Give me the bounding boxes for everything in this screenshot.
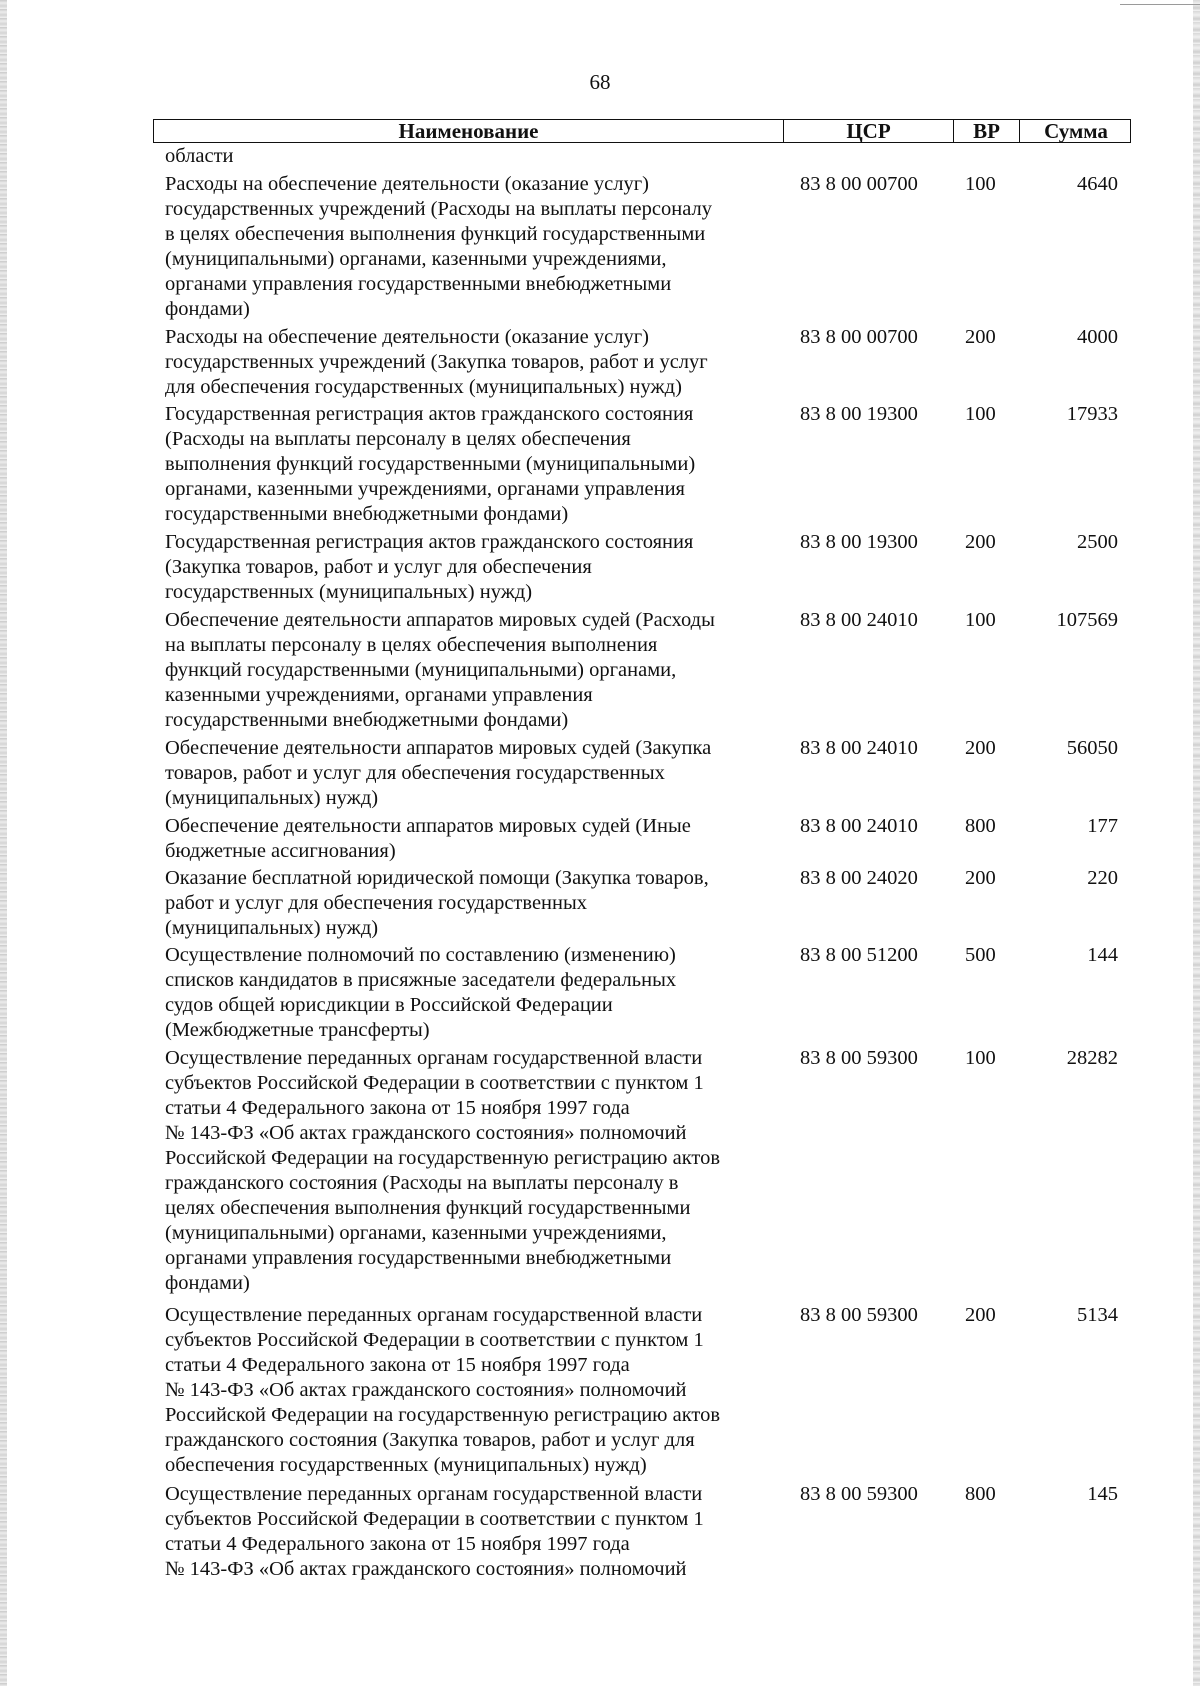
row-sum: 17933 (1066, 403, 1118, 425)
row-name-line: Расходы на обеспечение деятельности (оказание услуг) (165, 326, 649, 348)
row-name-line: функций государственными (муниципальными) органами, (165, 659, 677, 681)
table-header (153, 119, 1131, 143)
header-name: Наименование (398, 118, 539, 143)
row-name-line: Российской Федерации на государственную регистрацию актов (165, 1147, 721, 1169)
row-vr: 100 (965, 173, 996, 195)
row-csr: 83 8 00 00700 (800, 326, 918, 348)
row-name-line: статьи 4 Федерального закона от 15 ноября 1997 года (165, 1097, 630, 1119)
row-name-line: (муниципальными) органами, казенными учреждениями, (165, 1222, 667, 1244)
row-sum: 2500 (1077, 531, 1118, 553)
row-sum: 4000 (1077, 326, 1118, 348)
header-sum: Сумма (1019, 120, 1132, 142)
row-name-line: бюджетные ассигнования) (165, 840, 396, 862)
row-name-line: субъектов Российской Федерации в соответствии с пунктом 1 (165, 1508, 704, 1530)
row-name (165, 814, 775, 864)
row-name-line: органами, казенными учреждениями, органами управления (165, 478, 685, 500)
row-name-line: Государственная регистрация актов гражданского состояния (165, 531, 694, 553)
row-name-line: № 143-ФЗ «Об актах гражданского состояния» полномочий (165, 1558, 687, 1580)
row-sum: 145 (1087, 1483, 1118, 1505)
row-name-line: на выплаты персоналу в целях обеспечения выполнения (165, 634, 658, 656)
row-name-line: гражданского состояния (Закупка товаров, работ и услуг для (165, 1429, 695, 1451)
row-vr: 100 (965, 1047, 996, 1069)
row-name (165, 1303, 775, 1478)
row-name-line: государственными внебюджетными фондами) (165, 709, 569, 731)
row-name-line: (муниципальных) нужд) (165, 917, 379, 939)
row-name-line: Осуществление переданных органам государственной власти (165, 1483, 703, 1505)
row-vr: 200 (965, 737, 996, 759)
row-csr: 83 8 00 59300 (800, 1304, 918, 1326)
row-name (165, 402, 775, 527)
row-vr: 500 (965, 944, 996, 966)
row-name-line: государственных учреждений (Закупка товаров, работ и услуг (165, 351, 708, 373)
row-vr: 800 (965, 815, 996, 837)
header-vr: ВР (953, 120, 1019, 142)
row-sum: 177 (1087, 815, 1118, 837)
row-name (165, 1482, 775, 1582)
row-name-line: Обеспечение деятельности аппаратов мировых судей (Закупка (165, 737, 712, 759)
row-vr: 100 (965, 403, 996, 425)
row-name-line: (Расходы на выплаты персоналу в целях обеспечения (165, 428, 631, 450)
row-csr: 83 8 00 00700 (800, 173, 918, 195)
row-name-line: работ и услуг для обеспечения государственных (165, 892, 588, 914)
row-name-line: целях обеспечения выполнения функций государственными (165, 1197, 691, 1219)
row-name-line: для обеспечения государственных (муниципальных) нужд) (165, 376, 682, 398)
row-name (165, 736, 775, 811)
row-name (165, 325, 775, 400)
row-name-line: Осуществление переданных органам государственной власти (165, 1047, 703, 1069)
scan-corner-line (1120, 4, 1200, 5)
scan-edge-left (0, 0, 7, 1686)
row-name (165, 530, 775, 605)
row-csr: 83 8 00 24010 (800, 815, 918, 837)
row-csr: 83 8 00 51200 (800, 944, 918, 966)
row-name-line: статьи 4 Федерального закона от 15 ноября 1997 года (165, 1354, 630, 1376)
row-name-line: товаров, работ и услуг для обеспечения государственных (165, 762, 665, 784)
row-name (165, 1046, 775, 1296)
row-name-line: Обеспечение деятельности аппаратов мировых судей (Расходы (165, 609, 715, 631)
row-csr: 83 8 00 24010 (800, 609, 918, 631)
row-name (165, 943, 775, 1043)
row-name-line: № 143-ФЗ «Об актах гражданского состояния» полномочий (165, 1122, 687, 1144)
row-name-line: Российской Федерации на государственную регистрацию актов (165, 1404, 721, 1426)
row-name-line: Оказание бесплатной юридической помощи (Закупка товаров, (165, 867, 709, 889)
row-vr: 200 (965, 867, 996, 889)
row-csr: 83 8 00 24020 (800, 867, 918, 889)
row-name-line: казенными учреждениями, органами управления (165, 684, 593, 706)
row-sum: 5134 (1077, 1304, 1118, 1326)
row-name (165, 172, 775, 322)
row-name-line: субъектов Российской Федерации в соответствии с пунктом 1 (165, 1329, 704, 1351)
row-name-line: (Закупка товаров, работ и услуг для обеспечения (165, 556, 592, 578)
row-name-line: Расходы на обеспечение деятельности (оказание услуг) (165, 173, 649, 195)
row-csr: 83 8 00 24010 (800, 737, 918, 759)
row-name-line: гражданского состояния (Расходы на выплаты персоналу в (165, 1172, 679, 1194)
row-sum: 4640 (1077, 173, 1118, 195)
row-name-line: в целях обеспечения выполнения функций государственными (165, 223, 706, 245)
row-name-line: органами управления государственными внебюджетными (165, 1247, 672, 1269)
header-csr: ЦСР (783, 120, 953, 142)
row-name-line: (Межбюджетные трансферты) (165, 1019, 430, 1041)
row-vr: 800 (965, 1483, 996, 1505)
row-vr: 200 (965, 531, 996, 553)
row-name-line: Осуществление полномочий по составлению (изменению) (165, 944, 676, 966)
row-name-line: (муниципальных) нужд) (165, 787, 379, 809)
row-csr: 83 8 00 59300 (800, 1047, 918, 1069)
row-name-line: Государственная регистрация актов гражданского состояния (165, 403, 694, 425)
row-sum: 28282 (1066, 1047, 1118, 1069)
row-name-line: государственных (муниципальных) нужд) (165, 581, 533, 603)
row-name-line: судов общей юрисдикции в Российской Федерации (165, 994, 613, 1016)
row-name-line: № 143-ФЗ «Об актах гражданского состояния» полномочий (165, 1379, 687, 1401)
row-name-line: государственных учреждений (Расходы на выплаты персоналу (165, 198, 712, 220)
row-vr: 200 (965, 1304, 996, 1326)
row-vr: 200 (965, 326, 996, 348)
row-sum: 144 (1087, 944, 1118, 966)
row-csr: 83 8 00 19300 (800, 403, 918, 425)
continuation-text: области (165, 145, 234, 167)
row-name-line: Осуществление переданных органам государственной власти (165, 1304, 703, 1326)
row-name-line: органами управления государственными внебюджетными (165, 273, 672, 295)
page-number: 68 (589, 70, 611, 94)
scan-edge-right (1193, 0, 1200, 1686)
row-name-line: статьи 4 Федерального закона от 15 ноября 1997 года (165, 1533, 630, 1555)
row-name-line: выполнения функций государственными (муниципальными) (165, 453, 696, 475)
row-name-line: государственными внебюджетными фондами) (165, 503, 569, 525)
row-sum: 220 (1087, 867, 1118, 889)
row-sum: 107569 (1056, 609, 1118, 631)
row-vr: 100 (965, 609, 996, 631)
row-csr: 83 8 00 19300 (800, 531, 918, 553)
row-sum: 56050 (1066, 737, 1118, 759)
row-csr: 83 8 00 59300 (800, 1483, 918, 1505)
row-name-line: обеспечения государственных (муниципальных) нужд) (165, 1454, 647, 1476)
row-name-line: списков кандидатов в присяжные заседатели федеральных (165, 969, 677, 991)
row-name-line: Обеспечение деятельности аппаратов мировых судей (Иные (165, 815, 691, 837)
row-name (165, 608, 775, 733)
row-name-line: субъектов Российской Федерации в соответствии с пунктом 1 (165, 1072, 704, 1094)
row-name-line: фондами) (165, 298, 250, 320)
row-name (165, 866, 775, 941)
row-name-line: фондами) (165, 1272, 250, 1294)
row-name-line: (муниципальными) органами, казенными учреждениями, (165, 248, 667, 270)
